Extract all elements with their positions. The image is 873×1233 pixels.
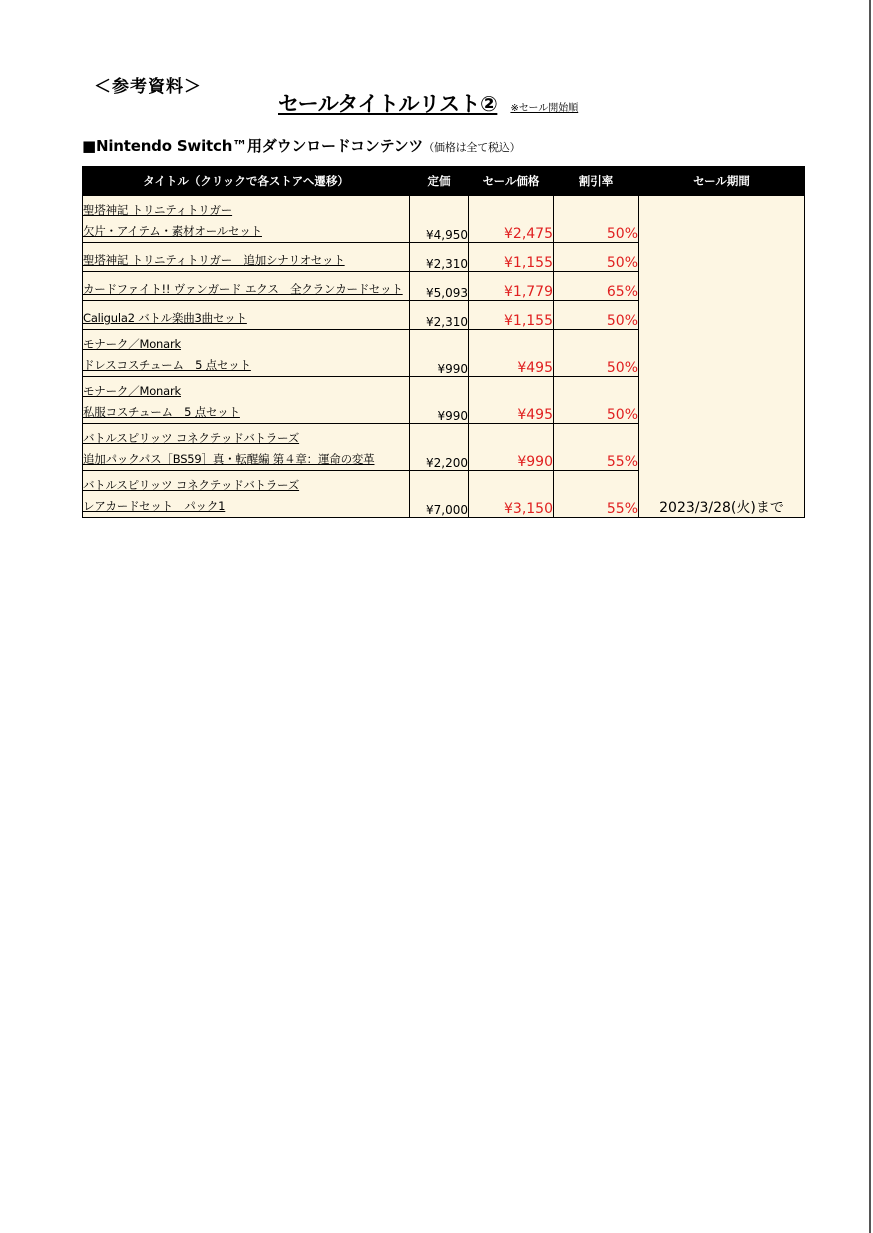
discount-rate: 50% xyxy=(554,243,639,272)
discount-rate: 50% xyxy=(554,377,639,424)
table-header-row xyxy=(83,167,805,196)
section-heading: ■Nintendo Switch™用ダウンロードコンテンツ xyxy=(82,137,424,155)
sale-price: ¥495 xyxy=(469,330,554,377)
title-cell xyxy=(83,243,410,272)
discount-rate: 55% xyxy=(554,424,639,471)
page-edge-line xyxy=(869,0,871,1233)
title-cell xyxy=(83,301,410,330)
title-link[interactable]: バトルスピリッツ コネクテッドバトラーズ xyxy=(83,478,300,492)
title-block xyxy=(278,88,578,118)
title-link[interactable]: レアカードセット パック1 xyxy=(83,499,226,513)
title-link[interactable]: 聖塔神記 トリニティトリガー 追加シナリオセット xyxy=(83,253,345,267)
title-link[interactable]: 欠片・アイテム・素材オールセット xyxy=(83,224,262,238)
list-price: ¥2,310 xyxy=(410,243,469,272)
sale-price: ¥495 xyxy=(469,377,554,424)
sale-price: ¥1,779 xyxy=(469,272,554,301)
list-price: ¥990 xyxy=(410,377,469,424)
discount-rate: 50% xyxy=(554,196,639,243)
discount-rate: 55% xyxy=(554,471,639,518)
discount-rate: 65% xyxy=(554,272,639,301)
sale-period: 2023/3/28(火)まで xyxy=(639,196,805,518)
title-cell xyxy=(83,424,410,471)
list-price: ¥5,093 xyxy=(410,272,469,301)
list-price: ¥990 xyxy=(410,330,469,377)
column-header-list-price: 定価 xyxy=(410,167,469,196)
title-link[interactable]: カードファイト!! ヴァンガード エクス 全クランカードセット xyxy=(83,282,403,296)
list-price: ¥2,200 xyxy=(410,424,469,471)
sale-price: ¥1,155 xyxy=(469,243,554,272)
title-link[interactable]: Caligula2 バトル楽曲3曲セット xyxy=(83,311,247,325)
table-row xyxy=(83,196,805,243)
sale-table xyxy=(82,166,805,518)
discount-rate: 50% xyxy=(554,301,639,330)
section-heading-note: （価格は全て税込） xyxy=(423,141,521,154)
sale-price: ¥3,150 xyxy=(469,471,554,518)
column-header-discount-rate: 割引率 xyxy=(554,167,639,196)
title-note: ※セール開始順 xyxy=(510,103,579,114)
title-cell xyxy=(83,471,410,518)
title-link[interactable]: ドレスコスチューム 5 点セット xyxy=(83,358,251,372)
title-link[interactable]: 追加パックパス［BS59］真・転醒編 第４章：運命の変革 xyxy=(83,452,375,466)
list-price: ¥7,000 xyxy=(410,471,469,518)
discount-rate: 50% xyxy=(554,330,639,377)
title-cell xyxy=(83,377,410,424)
title-link[interactable]: バトルスピリッツ コネクテッドバトラーズ xyxy=(83,431,300,445)
column-header-sale-price: セール価格 xyxy=(469,167,554,196)
list-price: ¥4,950 xyxy=(410,196,469,243)
sale-price: ¥2,475 xyxy=(469,196,554,243)
reference-label: ＜参考資料＞ xyxy=(94,77,202,97)
title-cell xyxy=(83,272,410,301)
title-link[interactable]: 私服コスチューム 5 点セット xyxy=(83,405,240,419)
title-cell xyxy=(83,196,410,243)
title-link[interactable]: モナーク／Monark xyxy=(83,337,181,351)
sale-price: ¥1,155 xyxy=(469,301,554,330)
title-link[interactable]: 聖塔神記 トリニティトリガー xyxy=(83,203,233,217)
section-heading-block xyxy=(82,135,520,156)
title-cell xyxy=(83,330,410,377)
column-header-sale-period: セール期間 xyxy=(639,167,805,196)
column-header-title: タイトル（クリックで各ストアへ遷移） xyxy=(83,167,410,196)
list-price: ¥2,310 xyxy=(410,301,469,330)
sale-price: ¥990 xyxy=(469,424,554,471)
title-link[interactable]: モナーク／Monark xyxy=(83,384,181,398)
page-title: セールタイトルリスト② xyxy=(278,92,498,116)
